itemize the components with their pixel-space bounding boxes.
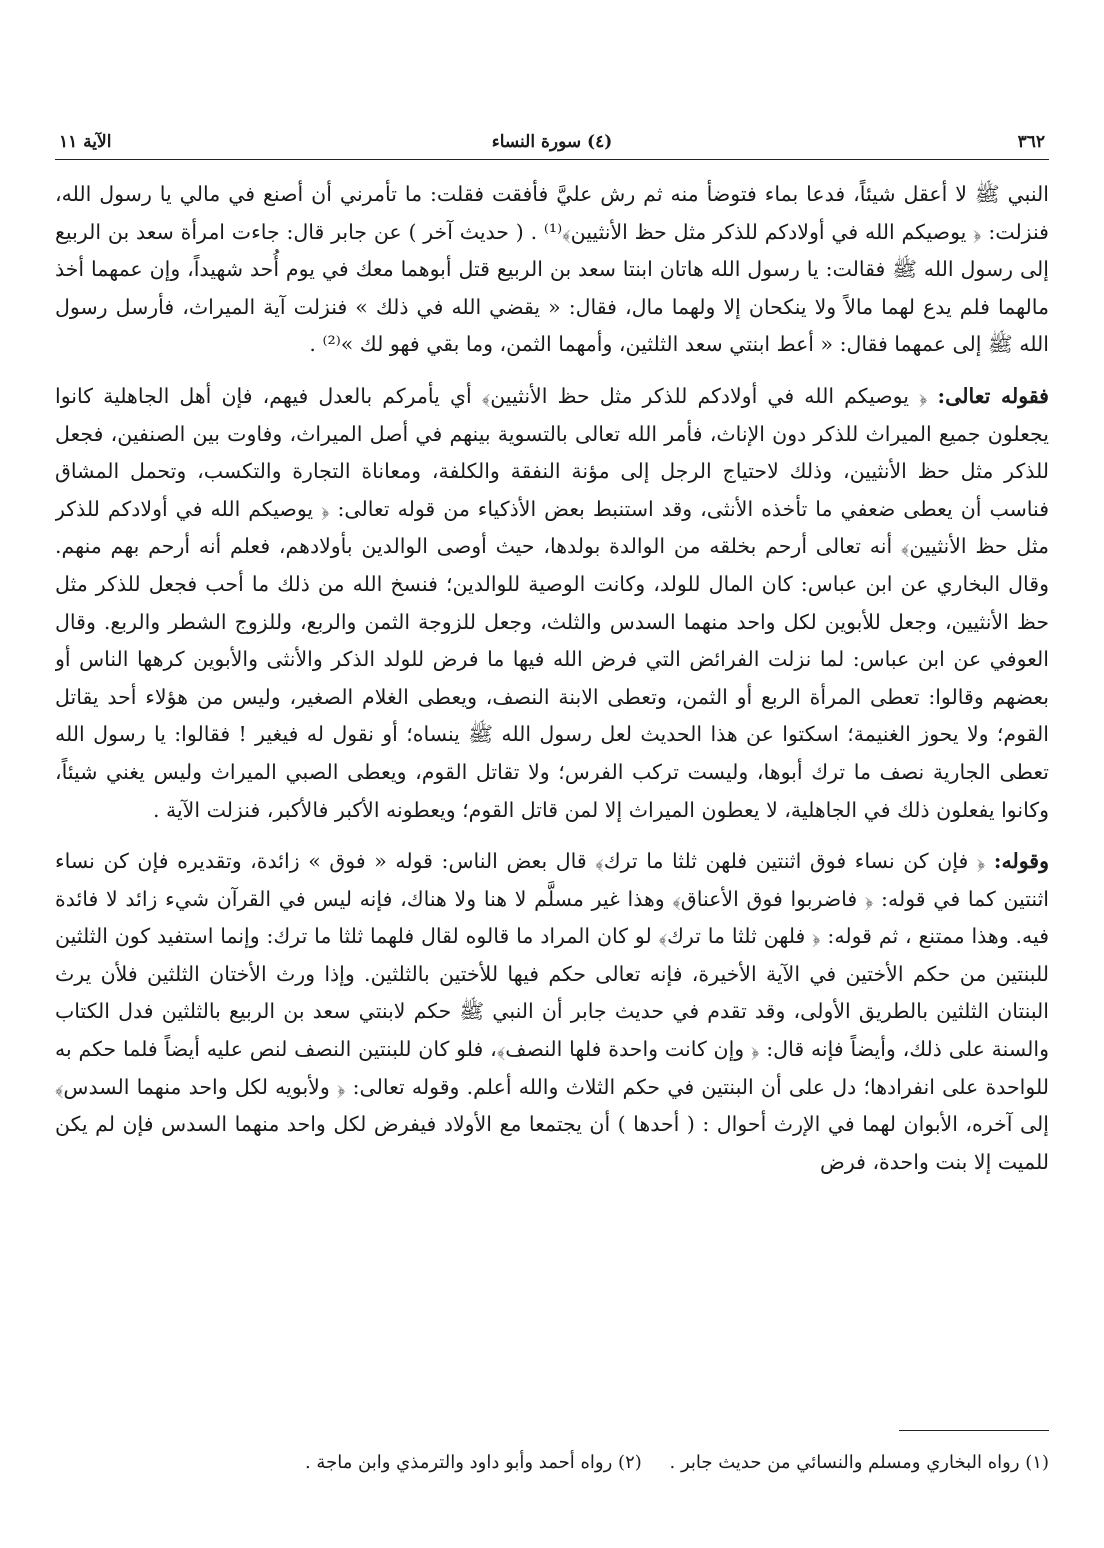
footnote-divider — [899, 1430, 1049, 1431]
main-text — [55, 176, 1049, 1386]
header-divider — [55, 159, 1049, 160]
paragraph-3 — [55, 843, 1049, 1181]
surah-title: (٤) سورة النساء — [491, 132, 613, 152]
paragraph-2 — [55, 378, 1049, 829]
paragraph-3-lead: وقوله: — [993, 849, 1049, 874]
page-header — [55, 128, 1049, 160]
footnote-2: (٢) رواه أحمد وأبو داود والترمذي وابن ماجة . — [304, 1452, 642, 1473]
paragraph-2-lead: فقوله تعالى: — [937, 383, 1049, 408]
paragraph-2-text: ﴿ يوصيكم الله في أولادكم للذكر مثل حظ الأنثيين﴾ أي يأمركم بالعدل فيهم، فإن أهل الجاهلية كانوا يجعلون جميع الميراث للذكر دون الإناث، فأمر الله تعالى بالتسوية بينهم في أصل الميراث، وفاوت بين الصنفين، فجعل للذكر مثل حظ الأنثيين، وذلك لاحتياج الرجل إلى مؤنة النفقة والكلفة، ومعاناة التجارة والتكسب، وتحمل المشاق فناسب أن يعطى ضعفي ما تأخذه الأنثى، وقد استنبط بعض الأذكياء من قوله تعالى: ﴿ يوصيكم الله في أولادكم للذكر مثل حظ الأنثيين﴾ أنه تعالى أرحم بخلقه من الوالدة بولدها، حيث أوصى الوالدين بأولادهم، فعلم أنه أرحم بهم منهم. وقال البخاري عن ابن عباس: كان المال للولد، وكانت الوصية للوالدين؛ فنسخ الله من ذلك ما أحب فجعل للذكر مثل حظ الأنثيين، وجعل للأبوين لكل واحد منهما السدس والثلث، وجعل للزوجة الثمن والربع، وللزوج الشطر والربع. وقال العوفي عن ابن عباس: لما نزلت الفرائض التي فرض الله فيها ما فرض للولد الذكر والأنثى والأبوين كرهها الناس أو بعضهم وقالوا: تعطى المرأة الربع أو الثمن، وتعطى الابنة النصف، ويعطى الغلام الصغير، وليس من هؤلاء أحد يقاتل القوم؛ ولا يحوز الغنيمة؛ اسكتوا عن هذا الحديث لعل رسول الله ﷺ ينساه؛ أو نقول له فيغير ! فقالوا: يا رسول الله تعطى الجارية نصف ما ترك أبوها، وليست تركب الفرس؛ ولا تقاتل القوم، ويعطى الصبي الميراث وليس يغني شيئاً، وكانوا يفعلون ذلك في الجاهلية، لا يعطون الميراث إلا لمن قاتل القوم؛ ويعطونه الأكبر فالأكبر، فنزلت الآية . — [55, 383, 1049, 822]
paragraph-1-text: النبي ﷺ لا أعقل شيئاً، فدعا بماء فتوضأ منه ثم رش عليَّ فأفقت فقلت: ما تأمرني أن أصنع في مالي يا رسول الله، فنزلت: ﴿ يوصيكم الله في أولادكم للذكر مثل حظ الأنثيين﴾⁽¹⁾ . ( حديث آخر ) عن جابر قال: جاءت امرأة سعد بن الربيع إلى رسول الله ﷺ فقالت: يا رسول الله هاتان ابنتا سعد بن الربيع قتل أبوهما معك في يوم أُحد شهيداً، وإن عمهما أخذ مالهما فلم يدع لهما مالاً ولا ينكحان إلا ولهما مال، فقال: « يقضي الله في ذلك » فنزلت آية الميراث، فأرسل رسول الله ﷺ إلى عمهما فقال: « أعط ابنتي سعد الثلثين، وأمهما الثمن، وما بقي فهو لك »⁽²⁾ . — [55, 182, 1049, 357]
footnote-1: (١) رواه البخاري ومسلم والنسائي من حديث جابر . — [669, 1452, 1049, 1473]
paragraph-3-text: ﴿ فإن كن نساء فوق اثنتين فلهن ثلثا ما ترك﴾ قال بعض الناس: قوله « فوق » زائدة، وتقديره فإن كن نساء اثنتين كما في قوله: ﴿ فاضربوا فوق الأعناق﴾ وهذا غير مسلَّم لا هنا ولا هناك، فإنه ليس في القرآن شيء زائد لا فائدة فيه. وهذا ممتنع ، ثم قوله: ﴿ فلهن ثلثا ما ترك﴾ لو كان المراد ما قالوه لقال فلهما ثلثا ما ترك: وإنما استفيد كون الثلثين للبنتين من حكم الأختين في الآية الأخيرة، فإنه تعالى حكم فيها للأختين بالثلثين. وإذا ورث الأختان الثلثين فلأن يرث البنتان الثلثين بالطريق الأولى، وقد تقدم في حديث جابر أن النبي ﷺ حكم لابنتي سعد بن الربيع بالثلثين فدل الكتاب والسنة على ذلك، وأيضاً فإنه قال: ﴿ وإن كانت واحدة فلها النصف﴾، فلو كان للبنتين النصف لنص عليه أيضاً فلما حكم به للواحدة على انفرادها؛ دل على أن البنتين في حكم الثلاث والله أعلم. وقوله تعالى: ﴿ ولأبويه لكل واحد منهما السدس﴾ إلى آخره، الأبوان لهما في الإرث أحوال : ( أحدها ) أن يجتمعا مع الأولاد فيفرض لكل واحد منهما السدس فإن لم يكن للميت إلا بنت واحدة، فرض — [55, 849, 1049, 1174]
ayah-label: الآية ١١ — [59, 132, 112, 152]
paragraph-1 — [55, 176, 1049, 364]
footnotes — [55, 1448, 1049, 1482]
page-number: ٣٦٢ — [1017, 132, 1045, 152]
